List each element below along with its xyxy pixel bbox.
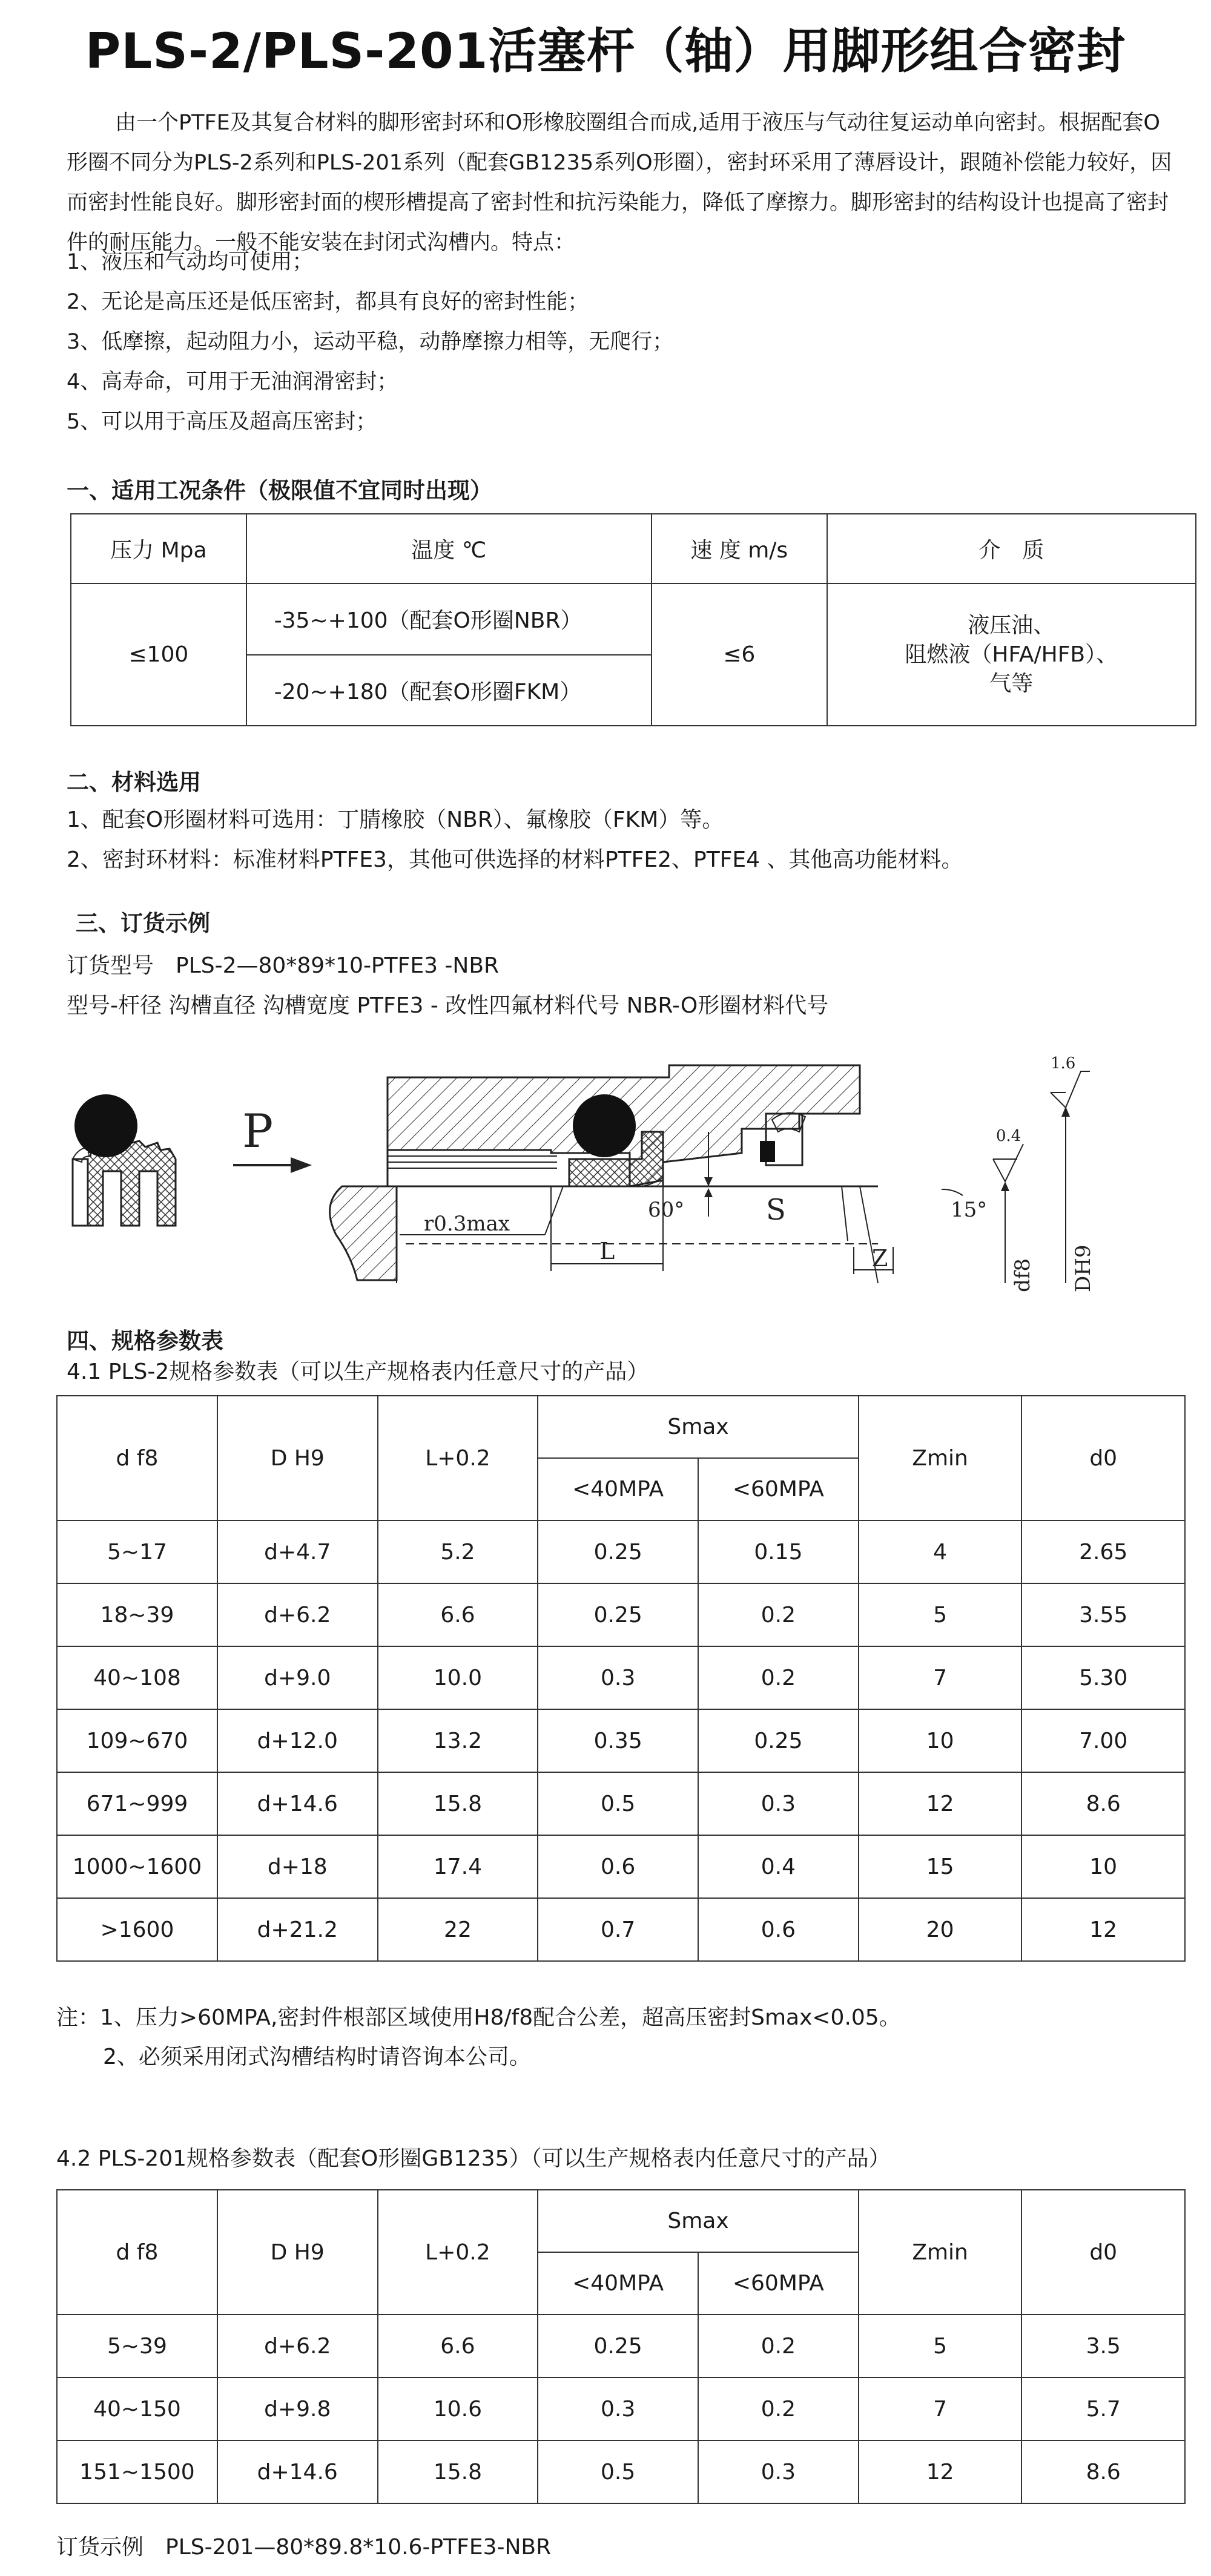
table-cell: 10.6 xyxy=(378,2377,538,2440)
angle-15-label: 15° xyxy=(951,1198,988,1222)
dimension-l-label: L xyxy=(599,1238,615,1264)
medium-line: 阻燃液（HFA/HFB）、 xyxy=(905,642,1118,667)
table-cell: d+14.6 xyxy=(217,2440,378,2503)
order-example: 订货示例 PLS-201—80*89.8*10.6-PTFE3-NBR xyxy=(56,2535,552,2560)
table-cell: 2.65 xyxy=(1021,1520,1185,1583)
table-row xyxy=(57,2315,1185,2377)
dimension-dh9-label: DH9 xyxy=(1071,1244,1095,1292)
table-cell: 17.4 xyxy=(378,1835,538,1898)
table-cell: 10.0 xyxy=(378,1646,538,1709)
gap-s-label: S xyxy=(766,1193,786,1227)
pressure-label: P xyxy=(242,1104,274,1158)
table-cell: 5~39 xyxy=(57,2315,217,2377)
table-cell: 0.6 xyxy=(538,1835,698,1898)
table-cell: 109~670 xyxy=(57,1709,217,1772)
cell-temp-fkm: -20~+180（配套O形圈FKM） xyxy=(246,655,652,726)
table-cell: 0.25 xyxy=(538,2315,698,2377)
dimension-dh9 xyxy=(1061,1106,1070,1283)
header-pressure: 压力 Mpa xyxy=(71,514,246,583)
order-model: 订货型号 PLS-2—80*89*10-PTFE3 -NBR xyxy=(67,953,500,978)
table-cell: >1600 xyxy=(57,1898,217,1961)
table-cell: 8.6 xyxy=(1021,2440,1185,2503)
table-cell: 3.5 xyxy=(1021,2315,1185,2377)
feature-item: 1、液压和气动均可使用； xyxy=(67,250,314,274)
table-cell: 0.7 xyxy=(538,1898,698,1961)
header-s60: <60MPA xyxy=(698,2252,859,2315)
dimension-df8 xyxy=(1001,1181,1009,1283)
table-cell: 5.30 xyxy=(1021,1646,1185,1709)
table-cell: 671~999 xyxy=(57,1772,217,1835)
feature-item: 2、无论是高压还是低压密封，都具有良好的密封性能； xyxy=(67,290,589,314)
header-dh9: D H9 xyxy=(217,2190,378,2315)
table-cell: 18~39 xyxy=(57,1583,217,1646)
table-cell: 5~17 xyxy=(57,1520,217,1583)
header-s60: <60MPA xyxy=(698,1458,859,1520)
table-cell: 10 xyxy=(859,1709,1022,1772)
table-row xyxy=(57,1646,1185,1709)
table2-caption: 4.2 PLS-201规格参数表（配套O形圈GB1235）（可以生产规格表内任意尺寸的产品） xyxy=(56,2146,891,2171)
table-cell: d+9.0 xyxy=(217,1646,378,1709)
table-cell: 22 xyxy=(378,1898,538,1961)
o-ring xyxy=(573,1094,636,1157)
table-cell: 0.3 xyxy=(538,2377,698,2440)
table-cell: 6.6 xyxy=(378,2315,538,2377)
table-cell: d+14.6 xyxy=(217,1772,378,1835)
table-row xyxy=(57,2440,1185,2503)
table-row xyxy=(57,1709,1185,1772)
table-cell: 151~1500 xyxy=(57,2440,217,2503)
table-cell: 7.00 xyxy=(1021,1709,1185,1772)
table-row xyxy=(57,2377,1185,2440)
table-cell: 40~150 xyxy=(57,2377,217,2440)
table-cell: 15 xyxy=(859,1835,1022,1898)
section2-heading: 二、材料选用 xyxy=(67,769,201,795)
table-cell: 0.25 xyxy=(698,1709,859,1772)
page-title: PLS-2/PLS-201活塞杆（轴）用脚形组合密封 xyxy=(85,23,1126,79)
intro-paragraph xyxy=(67,103,1175,263)
table-cell: 40~108 xyxy=(57,1646,217,1709)
rod-break xyxy=(330,1186,397,1280)
table-row xyxy=(57,1520,1185,1583)
table-cell: 15.8 xyxy=(378,1772,538,1835)
table-cell: 3.55 xyxy=(1021,1583,1185,1646)
medium-line: 液压油、 xyxy=(968,613,1055,638)
note-1: 注：1、压力>60MPA,密封件根部区域使用H8/f8配合公差，超高压密封Smax<0.05。 xyxy=(56,2005,901,2030)
intro-text: 由一个PTFE及其复合材料的脚形密封环和O形橡胶圈组合而成,适用于液压与气动往复运动单向密封。根据配套O形圈不同分为PLS-2系列和PLS-201系列（配套GB1235系列O形圈），密封环采用了薄唇设计，跟随补偿能力较好，因而密封性能良好。脚形密封面的楔形槽提高了密封性和抗污染能力，降低了摩擦力。脚形密封的结构设计也提高了密封件的耐压能力。一般不能安装在封闭式沟槽内。特点： xyxy=(67,111,1172,255)
header-medium: 介 质 xyxy=(827,514,1196,583)
table-cell: 10 xyxy=(1021,1835,1185,1898)
table-cell: 7 xyxy=(859,1646,1022,1709)
feature-item: 5、可以用于高压及超高压密封； xyxy=(67,410,377,434)
header-df8: d f8 xyxy=(57,2190,217,2315)
table-cell: 13.2 xyxy=(378,1709,538,1772)
header-d0: d0 xyxy=(1021,1396,1185,1520)
header-d0: d0 xyxy=(1021,2190,1185,2315)
table-cell: 12 xyxy=(1021,1898,1185,1961)
header-zmin: Zmin xyxy=(859,1396,1022,1520)
roughness-symbol-04 xyxy=(993,1144,1023,1181)
table-cell: 0.3 xyxy=(698,2440,859,2503)
table-row xyxy=(57,1583,1185,1646)
table-row xyxy=(57,1835,1185,1898)
table-cell: d+21.2 xyxy=(217,1898,378,1961)
table-cell: 0.25 xyxy=(538,1520,698,1583)
feature-item: 3、低摩擦，起动阻力小，运动平稳，动静摩擦力相等，无爬行； xyxy=(67,330,674,354)
section1-heading: 一、适用工况条件（极限值不宜同时出现） xyxy=(67,478,492,504)
table-cell: 0.4 xyxy=(698,1835,859,1898)
roughness-label-04: 0.4 xyxy=(996,1127,1021,1145)
spec-table-pls201 xyxy=(56,2189,1186,2504)
header-dh9: D H9 xyxy=(217,1396,378,1520)
table-cell: 6.6 xyxy=(378,1583,538,1646)
roughness-symbol-16 xyxy=(1051,1071,1090,1108)
table-cell: 5 xyxy=(859,1583,1022,1646)
roughness-label-16: 1.6 xyxy=(1051,1054,1076,1073)
header-s40: <40MPA xyxy=(538,2252,698,2315)
table-row xyxy=(57,1772,1185,1835)
cell-pressure: ≤100 xyxy=(71,583,246,726)
note-2: 2、必须采用闭式沟槽结构时请咨询本公司。 xyxy=(103,2045,531,2069)
radius-label: r0.3max xyxy=(424,1212,510,1236)
table-cell: 1000~1600 xyxy=(57,1835,217,1898)
table-cell: d+6.2 xyxy=(217,1583,378,1646)
feature-list xyxy=(67,242,673,442)
header-s40: <40MPA xyxy=(538,1458,698,1520)
table-cell: d+4.7 xyxy=(217,1520,378,1583)
dimension-z-label: Z xyxy=(872,1245,888,1272)
cell-speed: ≤6 xyxy=(652,583,827,726)
material-line: 2、密封环材料：标准材料PTFE3，其他可供选择的材料PTFE2、PTFE4 、其他高功能材料。 xyxy=(67,847,963,872)
seal-profile-small xyxy=(73,1094,176,1226)
header-l: L+0.2 xyxy=(378,2190,538,2315)
angle-60-label: 60° xyxy=(648,1198,685,1222)
table-row xyxy=(57,1898,1185,1961)
section3-heading: 三、订货示例 xyxy=(76,910,210,936)
table-cell: 0.2 xyxy=(698,2377,859,2440)
table-cell: 0.2 xyxy=(698,1646,859,1709)
table1-caption: 4.1 PLS-2规格参数表（可以生产规格表内任意尺寸的产品） xyxy=(67,1359,649,1384)
seal-drawing xyxy=(0,1041,1211,1307)
table-cell: d+9.8 xyxy=(217,2377,378,2440)
feature-item: 4、高寿命，可用于无油润滑密封； xyxy=(67,370,398,394)
spec-table-pls2 xyxy=(56,1395,1186,1962)
table-cell: 5.7 xyxy=(1021,2377,1185,2440)
header-l: L+0.2 xyxy=(378,1396,538,1520)
table-cell: 0.25 xyxy=(538,1583,698,1646)
table-cell: 0.35 xyxy=(538,1709,698,1772)
header-speed: 速 度 m/s xyxy=(652,514,827,583)
header-smax: Smax xyxy=(538,1396,859,1458)
table-cell: 0.15 xyxy=(698,1520,859,1583)
table-cell: 0.2 xyxy=(698,1583,859,1646)
material-line: 1、配套O形圈材料可选用：丁腈橡胶（NBR）、氟橡胶（FKM）等。 xyxy=(67,807,724,832)
dimension-df8-label: df8 xyxy=(1011,1258,1035,1292)
table-cell: 7 xyxy=(859,2377,1022,2440)
header-temperature: 温度 ℃ xyxy=(246,514,652,583)
table-cell: d+12.0 xyxy=(217,1709,378,1772)
pressure-arrow xyxy=(233,1157,312,1173)
header-df8: d f8 xyxy=(57,1396,217,1520)
table-cell: 5.2 xyxy=(378,1520,538,1583)
table-cell: 0.2 xyxy=(698,2315,859,2377)
table-cell: 8.6 xyxy=(1021,1772,1185,1835)
table-cell: 15.8 xyxy=(378,2440,538,2503)
table-cell: 0.3 xyxy=(538,1646,698,1709)
table-cell: 4 xyxy=(859,1520,1022,1583)
conditions-table xyxy=(70,513,1196,726)
table-cell: 12 xyxy=(859,2440,1022,2503)
table-cell: 0.5 xyxy=(538,1772,698,1835)
table-cell: d+6.2 xyxy=(217,2315,378,2377)
table-cell: 0.5 xyxy=(538,2440,698,2503)
table-cell: 0.6 xyxy=(698,1898,859,1961)
header-zmin: Zmin xyxy=(859,2190,1022,2315)
table-cell: 12 xyxy=(859,1772,1022,1835)
medium-line: 气等 xyxy=(989,671,1034,696)
header-smax: Smax xyxy=(538,2190,859,2252)
table-cell: 20 xyxy=(859,1898,1022,1961)
table-cell: d+18 xyxy=(217,1835,378,1898)
cell-medium xyxy=(827,583,1196,726)
cell-temp-nbr: -35~+100（配套O形圈NBR） xyxy=(246,583,652,654)
order-legend: 型号-杆径 沟槽直径 沟槽宽度 PTFE3 - 改性四氟材料代号 NBR-O形圈材料代号 xyxy=(67,993,829,1018)
table-cell: 5 xyxy=(859,2315,1022,2377)
section4-heading: 四、规格参数表 xyxy=(67,1328,223,1354)
table-cell: 0.3 xyxy=(698,1772,859,1835)
